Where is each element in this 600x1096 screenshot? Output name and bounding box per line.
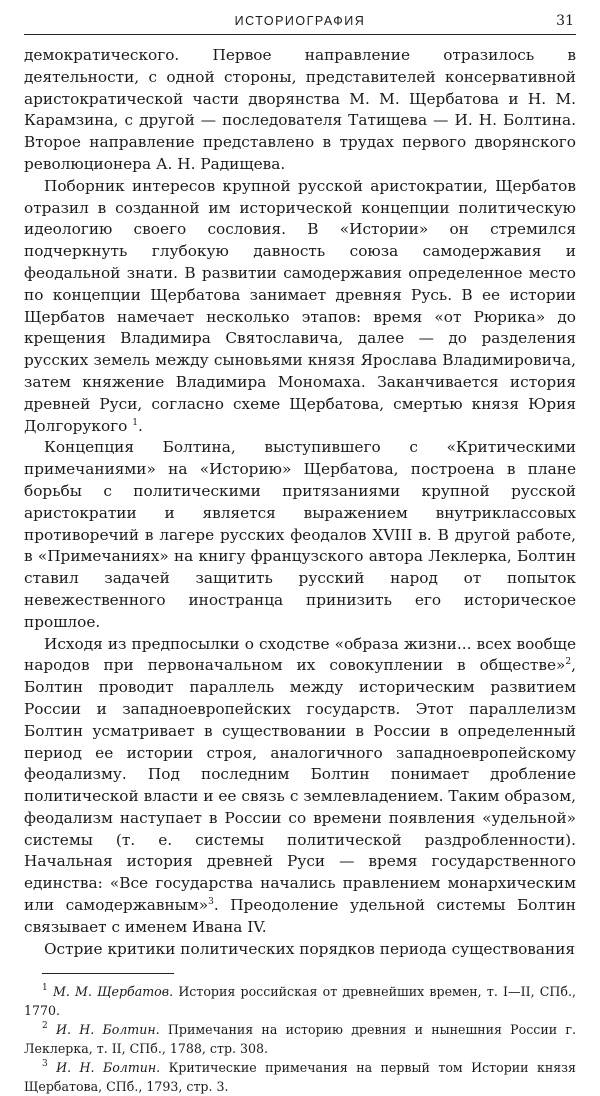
footnote-ref: 3 [208, 897, 214, 908]
paragraph [24, 437, 576, 633]
page-number: 31 [556, 13, 574, 29]
running-header [24, 10, 576, 35]
paragraph-text: Исходя из предпосылки о сходстве «образа жизни... всех вообще народов при первоначальном их совокуплении в обществе» [24, 634, 576, 675]
footnote-author: М. М. Щербатов. [52, 984, 174, 1000]
running-title: ИСТОРИОГРАФИЯ [234, 14, 366, 28]
footnote-author: И. Н. Болтин. [55, 1022, 160, 1038]
paragraph-text: Концепция Болтина, выступившего с «Критическими примечаниями» на «Историю» Щербатова, построена в плане борьбы с политическими притязаниями крупной русской аристократии и является выражением внутриклассовых противоречий в лагере русских феодалов XVIII в. В другой работе, в «Примечаниях» на книгу французского автора Леклерка, Болтин ставил задачей защитить русский народ от попыток невежественного иностранца принизить его историческое прошлое. [24, 438, 576, 631]
footnote-text: Примечания на историю древния и нынешния России г. Леклерка, т. II, СПб., 1788, стр. 308. [24, 1022, 576, 1057]
footnote [24, 1058, 576, 1096]
book-page [24, 10, 576, 1096]
main-text [24, 45, 576, 960]
footnote-mark: 3 [42, 1059, 48, 1070]
footnote-ref: 1 [132, 417, 138, 428]
footnote-mark: 2 [42, 1021, 48, 1032]
footnote-divider [42, 973, 174, 974]
footnote [24, 1020, 576, 1058]
paragraph [24, 45, 576, 176]
paragraph [24, 634, 576, 939]
footnote-ref: 2 [565, 657, 572, 668]
footnotes [24, 982, 576, 1096]
paragraph-text: . Преодоление удельной системы Болтин связывает с именем Ивана IV. [24, 896, 576, 936]
paragraph-text: Поборник интересов крупной русской аристократии, Щербатов отразил в созданной им исторической концепции политическую идеологию своего сословия. В «Истории» он стремился подчеркнуть глубокую давность союза самодержавия и феодальной знати. В развитии самодержавия определенное место по концепции Щербатова занимает древняя Русь. В ее истории Щербатов намечает несколько этапов: время «от Рюрика» до крещения Владимира Святославича, далее — до разделения русских земель между сыновьями князя Ярослава Владимировича, затем княжение Владимира Мономаха. Заканчивается история древней Руси, согласно схеме Щербатова, смертью князя Юрия Долгорукого [24, 176, 576, 435]
footnote-mark: 1 [42, 983, 48, 994]
paragraph-text: демократического. Первое направление отразилось в деятельности, с одной стороны, представителей консервативной аристократической части дворянства М. М. Щербатова и Н. М. Карамзина, с другой — последователя Татищева — И. Н. Болтина. Второе направление представлено в трудах первого дворянского революционера А. Н. Радищева. [24, 46, 576, 173]
paragraph: Поборник интересов крупной русской аристократии, Щербатов отразил в созданной им исторической концепции политическую идеологию своего сословия. В «Истории» он стремился подчеркнуть глубокую давность союза самодержавия и феодальной знати. В развитии самодержавия определенное место по концепции Щербатова занимает древняя Русь. В ее истории Щербатов намечает несколько этапов: время «от Рюрика» до крещения Владимира Святославича, далее — до разделения русских земель между сыновьями князя Ярослава Владимировича, затем княжение Владимира Мономаха. Заканчивается история древней Руси, согласно схеме Щербатова, смертью князя Юрия Долгорукого $^1$. [24, 176, 576, 435]
footnote-text: Критические примечания на первый том Истории князя Щербатова, СПб., 1793, стр. 3. [24, 1060, 576, 1095]
paragraph-text: Острие критики политических порядков периода существования [44, 939, 576, 958]
paragraph-text: , Болтин проводит параллель между историческим развитием России и западноевропейских государств. Этот параллелизм Болтин усматривает в существовании в России в определенный период ее истории строя, аналогичного западноевропейскому феодализму. Под последним Болтин понимает дробление политической власти и ее связь с землевладением. Таким образом, феодализм наступает в России со времени появления «удельной» системы (т. е. системы политической раздробленности). Начальная история древней Руси — время государственного единства: «Все государства начались правлением монархическим или самодержавным» [24, 656, 576, 915]
footnote [24, 982, 576, 1020]
paragraph [24, 939, 576, 961]
footnote-author: И. Н. Болтин. [56, 1060, 161, 1076]
footnote-text: История российская от древнейших времен, т. I—II, СПб., 1770. [24, 984, 576, 1019]
